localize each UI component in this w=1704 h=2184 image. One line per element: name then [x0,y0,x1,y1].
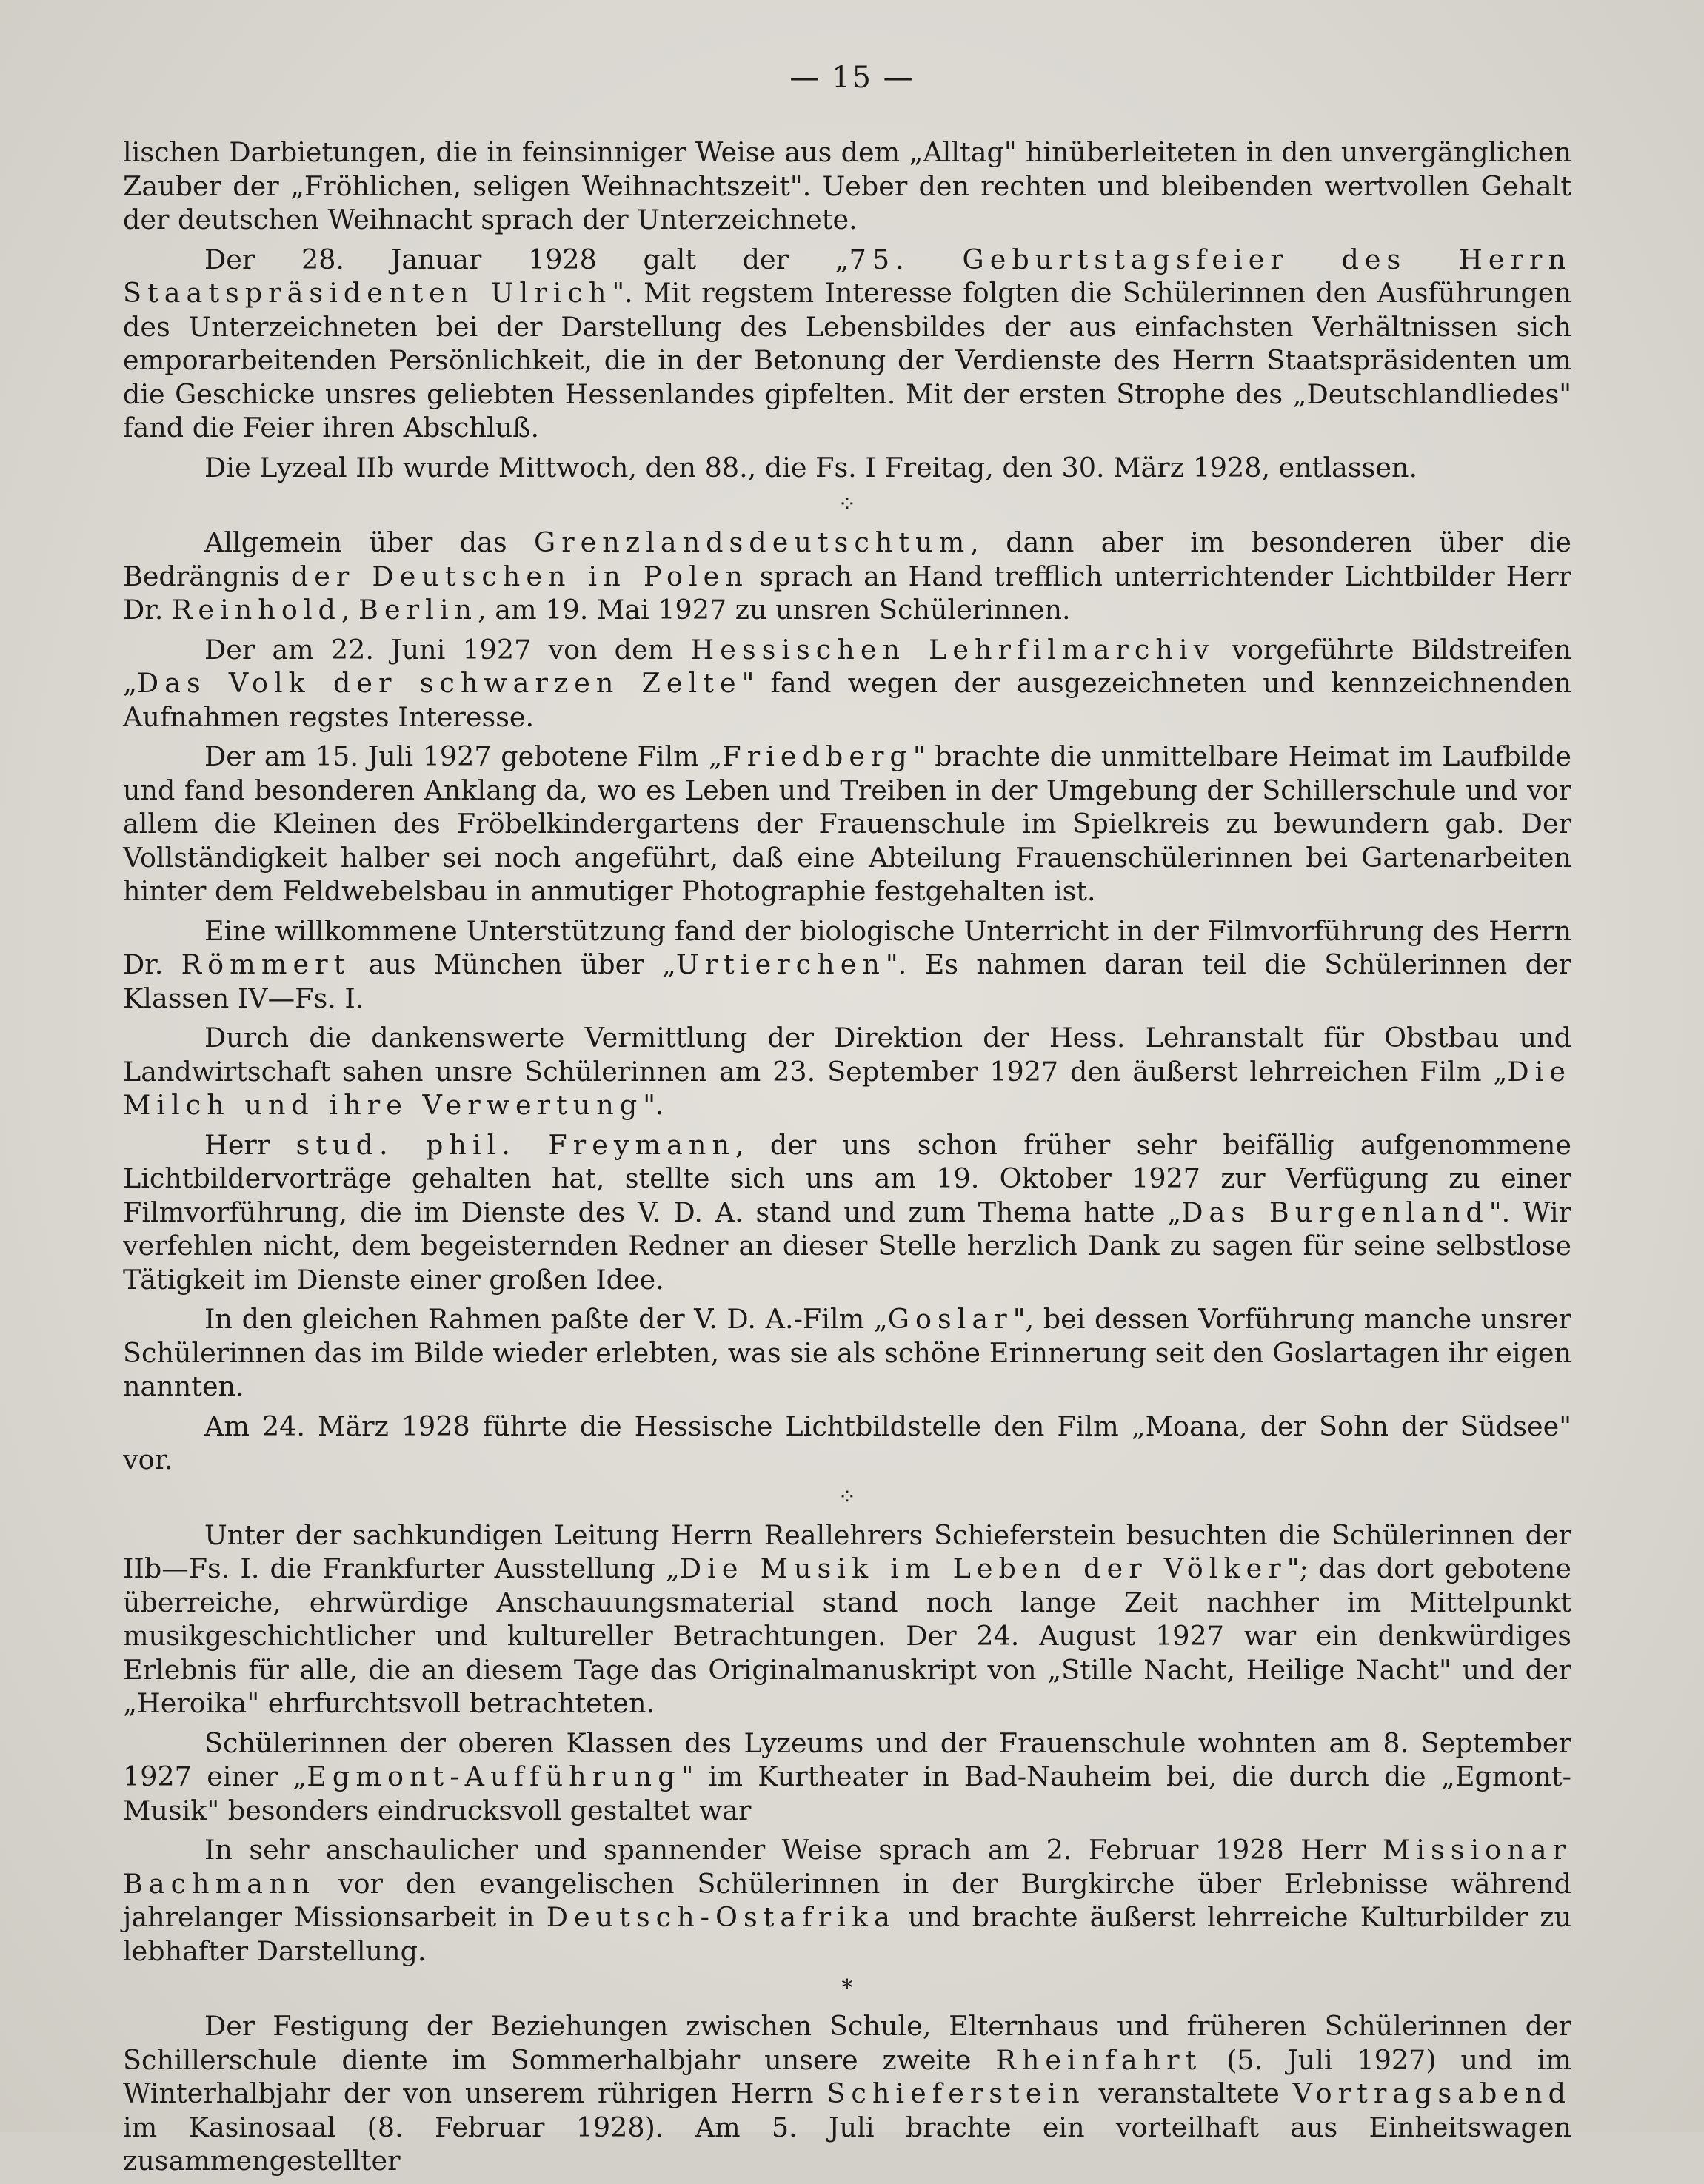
paragraph-text: Der 28. Januar 1928 galt der „ [204,243,849,275]
paragraph-christmas-celebration [123,135,1571,237]
paragraph-text: Der Festigung der Beziehungen zwischen Schule, Elternhaus und früheren Schülerinnen der Schillerschule diente im Sommerhalbjahr unsere zweite [123,2010,1571,2076]
paragraph-text: vor den evangelischen Schülerinnen in der Burgkirche über Erlebnisse während jahrelanger Missionsarbeit in [123,1867,1571,1933]
paragraph-music-exhibition [123,1518,1571,1721]
spaced-emphasis: Urtierchen [675,948,886,980]
spaced-emphasis: Grenzlandsdeutschtum [534,526,971,558]
spaced-emphasis: Römmert [181,948,351,980]
paragraph-text: veranstaltete [1085,2077,1293,2109]
paragraph-missionary-lecture [123,1833,1571,1968]
spaced-emphasis: stud. phil. Freymann [295,1128,735,1161]
paragraph-text: Der am 15. Juli 1927 gebotene Film „ [204,740,723,772]
spaced-emphasis: Die Musik im Leben der Völker [679,1552,1287,1584]
paragraph-dismissal [123,451,1571,485]
spaced-emphasis: Das Burgenland [1181,1196,1489,1228]
paragraph-text: Unter der sachkundigen Leitung Herrn Reallehrers Schieferstein besuchten die Schülerinnen der IIb—Fs. I. die Frankfurter Ausstellung „ [123,1518,1571,1584]
spaced-emphasis: Missionar Bachmann [123,1834,1571,1900]
paragraph-text: ". Es nahmen daran teil die Schülerinnen der Klassen IV—Fs. I. [123,948,1571,1014]
paragraph-text: , der uns schon früher sehr beifällig aufgenommene Lichtbildervorträge gehalten hat, stellte sich uns am 19. Oktober 1927 zur Verfügung zu einer Filmvorführung, die im Dienste des V. D. A. stand und zum Thema hatte „ [123,1128,1571,1228]
paragraph-text: lischen Darbietungen, die in feinsinniger Weise aus dem „Alltag" hinüberleiteten in den unvergänglichen Zauber der „Fröhlichen, seligen Weihnachtszeit". Ueber den rechten und bleibenden wertvollen Gehalt der deutschen Weihnacht sprach der Unterzeichnete. [123,136,1571,235]
spaced-emphasis: Berlin [358,594,478,626]
paragraph-text: ". Mit regstem Interesse folgten die Schülerinnen den Ausführungen des Unterzeichneten bei der Darstellung des Lebensbildes der aus einfachsten Verhältnissen sich emporarbeitenden Persönlichkeit, die in der Betonung der Verdienste des Herrn Staatspräsidenten um die Geschicke unsres geliebten Hessenlandes gipfelten. Mit der ersten Strophe des „Deutschlandliedes" fand die Feier ihren Abschluß. [123,277,1571,443]
paragraph-text: aus München über „ [350,948,676,980]
paragraph-lehrfilmarchiv [123,633,1571,734]
spaced-emphasis: Rheinfahrt [995,2043,1203,2076]
paragraph-moana-film [123,1410,1571,1477]
spaced-emphasis: Schieferstein [826,2077,1086,2109]
spaced-emphasis: Egmont-Aufführung [307,1761,681,1792]
paragraph-biology-film [123,914,1571,1016]
spaced-emphasis: Goslar [887,1303,1013,1335]
paragraph-text: In den gleichen Rahmen paßte der V. D. A.-Film „ [204,1303,888,1335]
page-number: — 15 — [789,61,915,95]
spaced-emphasis: Reinhold [171,594,341,626]
paragraph-text: ". [643,1089,664,1121]
spaced-emphasis: Deutsch-Ostafrika [546,1901,896,1933]
paragraph-text: Schülerinnen der oberen Klassen des Lyzeums und der Frauenschule wohnten am 8. September 1927 einer „ [123,1726,1571,1792]
paragraph-text: (5. Juli 1927) und im Winterhalbjahr der von unserem rührigen Herrn [123,2043,1572,2109]
paragraph-text: im Kasinosaal (8. Februar 1928). Am 5. Juli brachte ein vorteilhaft aus Einheitswagen zusammengestellter [123,2111,1571,2177]
paragraph-grenzland-lecture [123,526,1571,627]
paragraph-goslar-film [123,1302,1571,1404]
paragraph-text: Die Lyzeal IIb wurde Mittwoch, den 88., die Fs. I Freitag, den 30. März 1928, entlassen. [204,451,1418,483]
paragraph-text: ", bei dessen Vorführung manche unsrer Schülerinnen das im Bilde wieder erlebten, was sie als schöne Erinnerung seit den Goslartagen ihr eigen nannten. [123,1303,1571,1402]
spaced-emphasis: Vortragsabend [1292,2077,1571,2109]
spaced-emphasis: Hessischen Lehrfilmarchiv [690,633,1215,666]
paragraph-milk-film [123,1021,1571,1122]
section-separator: ⁘ [838,1484,857,1510]
paragraph-text: , dann aber im besonderen über die Bedrängnis [123,526,1572,592]
paragraph-text: Eine willkommene Unterstützung fand der biologische Unterricht in der Filmvorführung des Herrn Dr. [123,914,1571,980]
paragraph-text: Durch die dankenswerte Vermittlung der Direktion der Hess. Lehranstalt für Obstbau und Landwirtschaft sahen unsre Schülerinnen am 23. September 1927 den äußerst lehrreichen Film „ [123,1022,1571,1088]
section-separator: ⁘ [838,492,857,517]
paragraph-text: und brachte äußerst lehrreiche Kulturbilder zu lebhafter Darstellung. [123,1901,1571,1967]
paragraph-rhine-trip [123,2009,1571,2178]
paragraph-text: , am 19. Mai 1927 zu unsren Schülerinnen. [478,594,1071,626]
section-separator: * [841,1975,853,2001]
paragraph-text: sprach an Hand trefflich unterrichtender Lichtbilder Herr Dr. [123,560,1572,626]
paragraph-text: " brachte die unmittelbare Heimat im Laufbilde und fand besonderen Anklang da, wo es Leben und Treiben in der Umgebung der Schillerschule und vor allem die Kleinen des Fröbelkindergartens der Frauenschule im Spielkreis zu bewundern gab. Der Vollständigkeit halber sei noch angeführt, daß eine Abteilung Frauenschülerinnen bei Gartenarbeiten hinter dem Feldwebelsbau in anmutiger Photographie festgehalten ist. [123,740,1571,907]
paragraph-text: In sehr anschaulicher und spannender Weise sprach am 2. Februar 1928 Herr [204,1834,1383,1866]
paragraph-text: ". Wir verfehlen nicht, dem begeisternden Redner an dieser Stelle herzlich Dank zu sagen für seine selbstlose Tätigkeit im Dienste einer großen Idee. [123,1196,1571,1296]
spaced-emphasis: Friedberg [722,740,913,772]
paragraph-text: Am 24. März 1928 führte die Hessische Lichtbildstelle den Film „Moana, der Sohn der Südsee" vor. [123,1410,1571,1475]
paragraph-friedberg-film [123,740,1571,908]
paragraph-text: , [341,594,359,626]
paragraph-egmont-performance [123,1726,1571,1828]
paragraph-text: " im Kurtheater in Bad-Nauheim bei, die durch die „Egmont-Musik" besonders eindrucksvoll gestaltet war [123,1761,1571,1826]
body-text [123,135,1571,2184]
spaced-emphasis: Die Milch und ihre Verwertung [123,1055,1571,1121]
spaced-emphasis: 75. Geburtstagsfeier des Herrn Staatspräsidenten Ulrich [123,243,1571,309]
paragraph-text: "; das dort gebotene überreiche, ehrwürdige Anschauungsmaterial stand noch lange Zeit nachher im Mittelpunkt musikgeschichtlicher und kultureller Betrachtungen. Der 24. August 1927 war ein denkwürdiges Erlebnis für alle, die an diesem Tage das Originalmanuskript von „Stille Nacht, Heilige Nacht" und der „Heroika" ehrfurchtsvoll betrachteten. [123,1552,1572,1719]
paragraph-president-birthday [123,243,1571,445]
paragraph-text: " fand wegen der ausgezeichneten und kennzeichnenden Aufnahmen regstes Interesse. [123,667,1571,733]
paragraph-text: vorgeführte Bildstreifen „ [123,633,1571,699]
spaced-emphasis: Das Volk der schwarzen Zelte [136,667,742,699]
spaced-emphasis: der Deutschen in Polen [290,560,749,592]
paragraph-burgenland-film [123,1128,1571,1297]
paragraph-text: Der am 22. Juni 1927 von dem [204,633,691,666]
paragraph-text: Allgemein über das [204,526,535,558]
paragraph-text: Herr [204,1128,296,1161]
